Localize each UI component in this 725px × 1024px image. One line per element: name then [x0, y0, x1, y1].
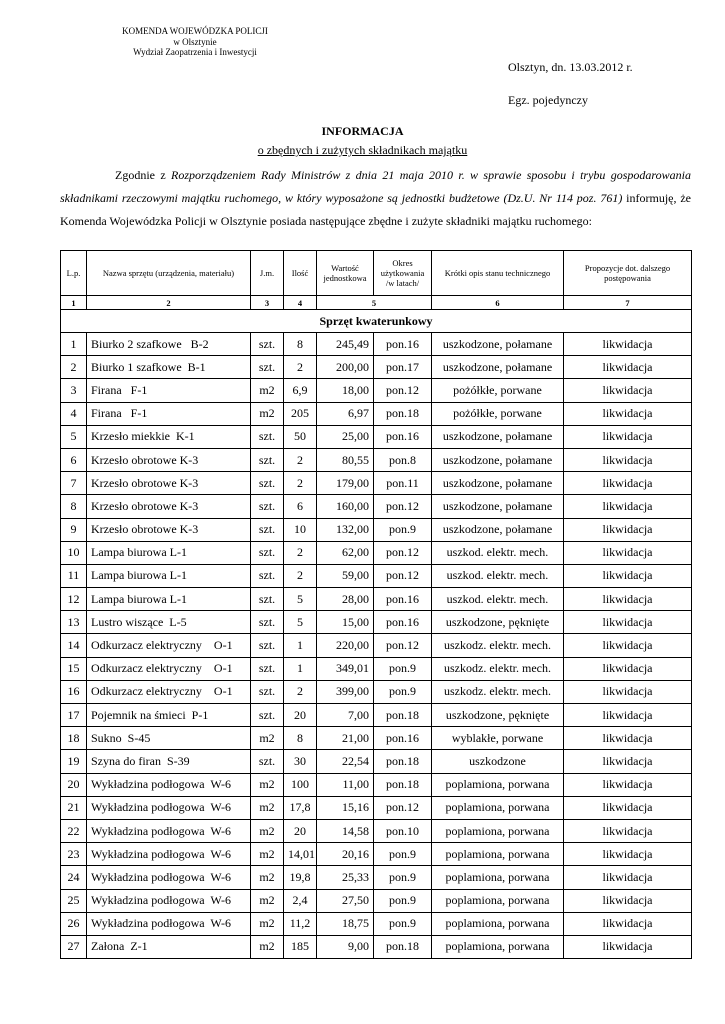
row-usage-period: pon.12 — [374, 634, 432, 657]
row-condition: poplamiona, porwana — [432, 819, 564, 842]
col-number: 4 — [284, 296, 317, 310]
intro-paragraph — [60, 164, 691, 233]
row-lp: 18 — [61, 727, 87, 750]
row-proposal: likwidacja — [564, 356, 692, 379]
row-quantity: 2 — [284, 472, 317, 495]
row-condition: uszkodz. elektr. mech. — [432, 657, 564, 680]
row-usage-period: pon.16 — [374, 425, 432, 448]
col-number: 5 — [317, 296, 432, 310]
row-condition: uszkodz. elektr. mech. — [432, 680, 564, 703]
row-item-name: Wykładzina podłogowa W-6 — [87, 912, 251, 935]
col-number: 1 — [61, 296, 87, 310]
row-usage-period: pon.9 — [374, 518, 432, 541]
row-unit-value: 80,55 — [317, 448, 374, 471]
row-unit-value: 59,00 — [317, 564, 374, 587]
row-usage-period: pon.9 — [374, 843, 432, 866]
row-proposal: likwidacja — [564, 843, 692, 866]
row-proposal: likwidacja — [564, 866, 692, 889]
table-row — [61, 843, 692, 866]
intro-text-start: Zgodnie z — [115, 168, 166, 182]
table-header-row — [61, 251, 692, 296]
table-row — [61, 750, 692, 773]
row-unit-value: 220,00 — [317, 634, 374, 657]
row-unit: m2 — [251, 912, 284, 935]
row-usage-period: pon.12 — [374, 541, 432, 564]
row-item-name: Odkurzacz elektryczny O-1 — [87, 634, 251, 657]
row-usage-period: pon.18 — [374, 935, 432, 958]
row-proposal: likwidacja — [564, 611, 692, 634]
row-quantity: 50 — [284, 425, 317, 448]
row-quantity: 20 — [284, 819, 317, 842]
row-unit-value: 9,00 — [317, 935, 374, 958]
row-proposal: likwidacja — [564, 588, 692, 611]
row-quantity: 2 — [284, 448, 317, 471]
row-proposal: likwidacja — [564, 889, 692, 912]
row-lp: 6 — [61, 448, 87, 471]
row-unit: m2 — [251, 796, 284, 819]
row-unit: szt. — [251, 750, 284, 773]
col-header-unit: J.m. — [251, 251, 284, 296]
row-lp: 10 — [61, 541, 87, 564]
row-item-name: Lampa biurowa L-1 — [87, 588, 251, 611]
col-number: 3 — [251, 296, 284, 310]
row-usage-period: pon.9 — [374, 657, 432, 680]
row-unit: szt. — [251, 611, 284, 634]
row-item-name: Pojemnik na śmieci P-1 — [87, 704, 251, 727]
table-row — [61, 889, 692, 912]
row-unit-value: 25,00 — [317, 425, 374, 448]
row-usage-period: pon.11 — [374, 472, 432, 495]
row-proposal: likwidacja — [564, 704, 692, 727]
row-lp: 16 — [61, 680, 87, 703]
row-condition: uszkodzone, połamane — [432, 518, 564, 541]
row-unit-value: 25,33 — [317, 866, 374, 889]
row-proposal: likwidacja — [564, 495, 692, 518]
row-unit: szt. — [251, 657, 284, 680]
table-row — [61, 425, 692, 448]
issuer-header — [100, 26, 290, 58]
row-usage-period: pon.12 — [374, 495, 432, 518]
row-condition: uszkodz. elektr. mech. — [432, 634, 564, 657]
row-item-name: Wykładzina podłogowa W-6 — [87, 843, 251, 866]
row-item-name: Załona Z-1 — [87, 935, 251, 958]
assets-table — [60, 250, 692, 959]
row-usage-period: pon.18 — [374, 773, 432, 796]
row-lp: 26 — [61, 912, 87, 935]
row-quantity: 1 — [284, 634, 317, 657]
row-condition: pożółkłe, porwane — [432, 379, 564, 402]
row-quantity: 14,01 — [284, 843, 317, 866]
row-quantity: 8 — [284, 727, 317, 750]
row-quantity: 2,4 — [284, 889, 317, 912]
row-quantity: 185 — [284, 935, 317, 958]
row-lp: 27 — [61, 935, 87, 958]
table-row — [61, 634, 692, 657]
row-lp: 1 — [61, 333, 87, 356]
row-quantity: 205 — [284, 402, 317, 425]
table-row — [61, 727, 692, 750]
row-usage-period: pon.18 — [374, 704, 432, 727]
row-usage-period: pon.17 — [374, 356, 432, 379]
col-header-name: Nazwa sprzętu (urządzenia, materiału) — [87, 251, 251, 296]
row-unit: m2 — [251, 935, 284, 958]
row-quantity: 6,9 — [284, 379, 317, 402]
row-usage-period: pon.8 — [374, 448, 432, 471]
row-item-name: Krzesło obrotowe K-3 — [87, 495, 251, 518]
row-lp: 15 — [61, 657, 87, 680]
row-item-name: Lustro wiszące L-5 — [87, 611, 251, 634]
row-usage-period: pon.12 — [374, 564, 432, 587]
row-unit: m2 — [251, 402, 284, 425]
row-condition: uszkod. elektr. mech. — [432, 588, 564, 611]
row-lp: 23 — [61, 843, 87, 866]
row-condition: uszkodzone, połamane — [432, 472, 564, 495]
row-proposal: likwidacja — [564, 912, 692, 935]
table-row — [61, 611, 692, 634]
row-usage-period: pon.12 — [374, 796, 432, 819]
table-row — [61, 356, 692, 379]
row-lp: 21 — [61, 796, 87, 819]
row-item-name: Wykładzina podłogowa W-6 — [87, 889, 251, 912]
row-item-name: Firana F-1 — [87, 402, 251, 425]
row-quantity: 10 — [284, 518, 317, 541]
row-item-name: Biurko 2 szafkowe B-2 — [87, 333, 251, 356]
row-unit-value: 160,00 — [317, 495, 374, 518]
row-unit-value: 20,16 — [317, 843, 374, 866]
row-proposal: likwidacja — [564, 472, 692, 495]
row-item-name: Wykładzina podłogowa W-6 — [87, 866, 251, 889]
row-unit-value: 11,00 — [317, 773, 374, 796]
row-usage-period: pon.18 — [374, 750, 432, 773]
table-row — [61, 866, 692, 889]
section-title: Sprzęt kwaterunkowy — [61, 310, 692, 333]
row-proposal: likwidacja — [564, 935, 692, 958]
issuer-city: w Olsztynie — [173, 36, 217, 47]
row-condition: uszkodzone — [432, 750, 564, 773]
row-condition: uszkod. elektr. mech. — [432, 564, 564, 587]
col-header-unit-value: Wartość jednostkowa — [317, 251, 374, 296]
row-condition: poplamiona, porwana — [432, 889, 564, 912]
col-header-quantity: Ilość — [284, 251, 317, 296]
col-number: 7 — [564, 296, 692, 310]
row-unit: szt. — [251, 495, 284, 518]
row-unit: szt. — [251, 680, 284, 703]
row-usage-period: pon.18 — [374, 402, 432, 425]
table-row — [61, 333, 692, 356]
row-quantity: 2 — [284, 541, 317, 564]
document-subtitle: o zbędnych i zużytych składnikach majątku — [257, 143, 468, 157]
row-lp: 4 — [61, 402, 87, 425]
row-lp: 19 — [61, 750, 87, 773]
row-condition: pożółkłe, porwane — [432, 402, 564, 425]
col-header-proposal: Propozycje dot. dalszego postępowania — [564, 251, 692, 296]
row-condition: uszkodzone, pęknięte — [432, 704, 564, 727]
row-proposal: likwidacja — [564, 564, 692, 587]
table-row — [61, 588, 692, 611]
row-item-name: Krzesło obrotowe K-3 — [87, 448, 251, 471]
row-quantity: 11,2 — [284, 912, 317, 935]
row-item-name: Odkurzacz elektryczny O-1 — [87, 680, 251, 703]
row-condition: poplamiona, porwana — [432, 866, 564, 889]
table-row — [61, 448, 692, 471]
row-quantity: 6 — [284, 495, 317, 518]
row-quantity: 20 — [284, 704, 317, 727]
col-number: 2 — [87, 296, 251, 310]
row-unit: szt. — [251, 588, 284, 611]
row-unit: szt. — [251, 472, 284, 495]
table-section-row — [61, 310, 692, 333]
row-unit: m2 — [251, 843, 284, 866]
row-unit-value: 245,49 — [317, 333, 374, 356]
row-condition: uszkodzone, połamane — [432, 333, 564, 356]
row-unit-value: 132,00 — [317, 518, 374, 541]
row-condition: uszkod. elektr. mech. — [432, 541, 564, 564]
row-unit: szt. — [251, 634, 284, 657]
row-proposal: likwidacja — [564, 773, 692, 796]
row-condition: poplamiona, porwana — [432, 935, 564, 958]
row-item-name: Firana F-1 — [87, 379, 251, 402]
row-condition: uszkodzone, połamane — [432, 356, 564, 379]
row-unit-value: 7,00 — [317, 704, 374, 727]
row-unit-value: 21,00 — [317, 727, 374, 750]
table-row — [61, 518, 692, 541]
row-unit-value: 200,00 — [317, 356, 374, 379]
row-unit: m2 — [251, 773, 284, 796]
row-proposal: likwidacja — [564, 402, 692, 425]
table-row — [61, 819, 692, 842]
table-row — [61, 773, 692, 796]
row-proposal: likwidacja — [564, 796, 692, 819]
row-quantity: 17,8 — [284, 796, 317, 819]
row-lp: 22 — [61, 819, 87, 842]
row-proposal: likwidacja — [564, 333, 692, 356]
intro-text-end: informuję, że Komenda Wojewódzka Policji w Olsztynie posiada następujące zbędne i zużyte składniki majątku ruchomego: — [60, 191, 691, 228]
row-item-name: Wykładzina podłogowa W-6 — [87, 819, 251, 842]
row-lp: 11 — [61, 564, 87, 587]
row-unit-value: 27,50 — [317, 889, 374, 912]
row-lp: 12 — [61, 588, 87, 611]
row-usage-period: pon.9 — [374, 912, 432, 935]
table-row — [61, 912, 692, 935]
row-unit-value: 62,00 — [317, 541, 374, 564]
table-row — [61, 704, 692, 727]
row-usage-period: pon.9 — [374, 889, 432, 912]
row-unit: m2 — [251, 866, 284, 889]
row-quantity: 8 — [284, 333, 317, 356]
row-quantity: 5 — [284, 611, 317, 634]
row-lp: 7 — [61, 472, 87, 495]
row-unit: szt. — [251, 564, 284, 587]
row-item-name: Lampa biurowa L-1 — [87, 564, 251, 587]
row-quantity: 100 — [284, 773, 317, 796]
document-title: INFORMACJA — [321, 124, 404, 138]
row-unit: m2 — [251, 819, 284, 842]
row-unit: szt. — [251, 333, 284, 356]
row-item-name: Krzesło miekkie K-1 — [87, 425, 251, 448]
row-unit: szt. — [251, 541, 284, 564]
col-header-lp: L.p. — [61, 251, 87, 296]
table-row — [61, 680, 692, 703]
row-item-name: Biurko 1 szafkowe B-1 — [87, 356, 251, 379]
row-proposal: likwidacja — [564, 727, 692, 750]
col-header-condition: Krótki opis stanu technicznego — [432, 251, 564, 296]
row-lp: 9 — [61, 518, 87, 541]
table-row — [61, 495, 692, 518]
table-row — [61, 541, 692, 564]
table-row — [61, 472, 692, 495]
row-usage-period: pon.9 — [374, 680, 432, 703]
row-condition: poplamiona, porwana — [432, 796, 564, 819]
row-proposal: likwidacja — [564, 634, 692, 657]
copy-note: Egz. pojedynczy — [508, 93, 588, 107]
row-condition: poplamiona, porwana — [432, 773, 564, 796]
row-lp: 20 — [61, 773, 87, 796]
row-proposal: likwidacja — [564, 750, 692, 773]
row-usage-period: pon.16 — [374, 588, 432, 611]
row-unit: szt. — [251, 704, 284, 727]
row-proposal: likwidacja — [564, 448, 692, 471]
row-item-name: Odkurzacz elektryczny O-1 — [87, 657, 251, 680]
row-condition: uszkodzone, połamane — [432, 425, 564, 448]
row-condition: wyblakłe, porwane — [432, 727, 564, 750]
row-quantity: 30 — [284, 750, 317, 773]
row-usage-period: pon.10 — [374, 819, 432, 842]
row-condition: uszkodzone, połamane — [432, 495, 564, 518]
place-date: Olsztyn, dn. 13.03.2012 r. — [508, 60, 633, 74]
row-lp: 14 — [61, 634, 87, 657]
row-unit-value: 14,58 — [317, 819, 374, 842]
col-header-usage-period: Okres użytkowania /w latach/ — [374, 251, 432, 296]
row-item-name: Szyna do firan S-39 — [87, 750, 251, 773]
row-unit-value: 15,16 — [317, 796, 374, 819]
row-item-name: Sukno S-45 — [87, 727, 251, 750]
row-quantity: 2 — [284, 680, 317, 703]
issuer-org-name: KOMENDA WOJEWÓDZKA POLICJI — [122, 26, 268, 36]
row-unit: m2 — [251, 889, 284, 912]
row-unit: m2 — [251, 727, 284, 750]
row-unit: szt. — [251, 518, 284, 541]
row-item-name: Krzesło obrotowe K-3 — [87, 472, 251, 495]
row-unit-value: 15,00 — [317, 611, 374, 634]
row-unit-value: 349,01 — [317, 657, 374, 680]
row-unit-value: 18,00 — [317, 379, 374, 402]
row-condition: uszkodzone, pęknięte — [432, 611, 564, 634]
row-lp: 2 — [61, 356, 87, 379]
col-number: 6 — [432, 296, 564, 310]
row-lp: 5 — [61, 425, 87, 448]
row-item-name: Wykładzina podłogowa W-6 — [87, 773, 251, 796]
row-lp: 24 — [61, 866, 87, 889]
table-column-numbers-row — [61, 296, 692, 310]
row-proposal: likwidacja — [564, 680, 692, 703]
row-lp: 17 — [61, 704, 87, 727]
row-lp: 8 — [61, 495, 87, 518]
row-usage-period: pon.16 — [374, 611, 432, 634]
row-condition: poplamiona, porwana — [432, 843, 564, 866]
row-condition: uszkodzone, połamane — [432, 448, 564, 471]
row-quantity: 19,8 — [284, 866, 317, 889]
table-row — [61, 379, 692, 402]
table-row — [61, 657, 692, 680]
row-item-name: Lampa biurowa L-1 — [87, 541, 251, 564]
row-unit: m2 — [251, 379, 284, 402]
row-lp: 3 — [61, 379, 87, 402]
row-condition: poplamiona, porwana — [432, 912, 564, 935]
row-unit-value: 28,00 — [317, 588, 374, 611]
row-item-name: Wykładzina podłogowa W-6 — [87, 796, 251, 819]
row-usage-period: pon.16 — [374, 727, 432, 750]
row-unit-value: 179,00 — [317, 472, 374, 495]
row-unit: szt. — [251, 356, 284, 379]
table-row — [61, 564, 692, 587]
row-item-name: Krzesło obrotowe K-3 — [87, 518, 251, 541]
row-unit-value: 6,97 — [317, 402, 374, 425]
row-proposal: likwidacja — [564, 518, 692, 541]
row-quantity: 1 — [284, 657, 317, 680]
row-lp: 25 — [61, 889, 87, 912]
row-proposal: likwidacja — [564, 819, 692, 842]
row-usage-period: pon.12 — [374, 379, 432, 402]
row-lp: 13 — [61, 611, 87, 634]
intro-regulation-reference: Rozporządzeniem Rady Ministrów z dnia 21 maja 2010 r. w sprawie sposobu i trybu gospodarowania składnikami rzeczowymi majątku ruchomego, w który wyposażone są jednostki budżetowe (Dz.U. Nr 114 poz. 761) — [60, 168, 691, 205]
row-unit-value: 22,54 — [317, 750, 374, 773]
table-row — [61, 796, 692, 819]
row-quantity: 5 — [284, 588, 317, 611]
row-proposal: likwidacja — [564, 541, 692, 564]
row-proposal: likwidacja — [564, 425, 692, 448]
row-proposal: likwidacja — [564, 657, 692, 680]
row-quantity: 2 — [284, 564, 317, 587]
row-quantity: 2 — [284, 356, 317, 379]
issuer-department: Wydział Zaopatrzenia i Inwestycji — [133, 47, 257, 57]
row-usage-period: pon.16 — [374, 333, 432, 356]
row-unit-value: 18,75 — [317, 912, 374, 935]
row-proposal: likwidacja — [564, 379, 692, 402]
table-row — [61, 402, 692, 425]
row-usage-period: pon.9 — [374, 866, 432, 889]
row-unit-value: 399,00 — [317, 680, 374, 703]
table-row — [61, 935, 692, 958]
row-unit: szt. — [251, 448, 284, 471]
row-unit: szt. — [251, 425, 284, 448]
